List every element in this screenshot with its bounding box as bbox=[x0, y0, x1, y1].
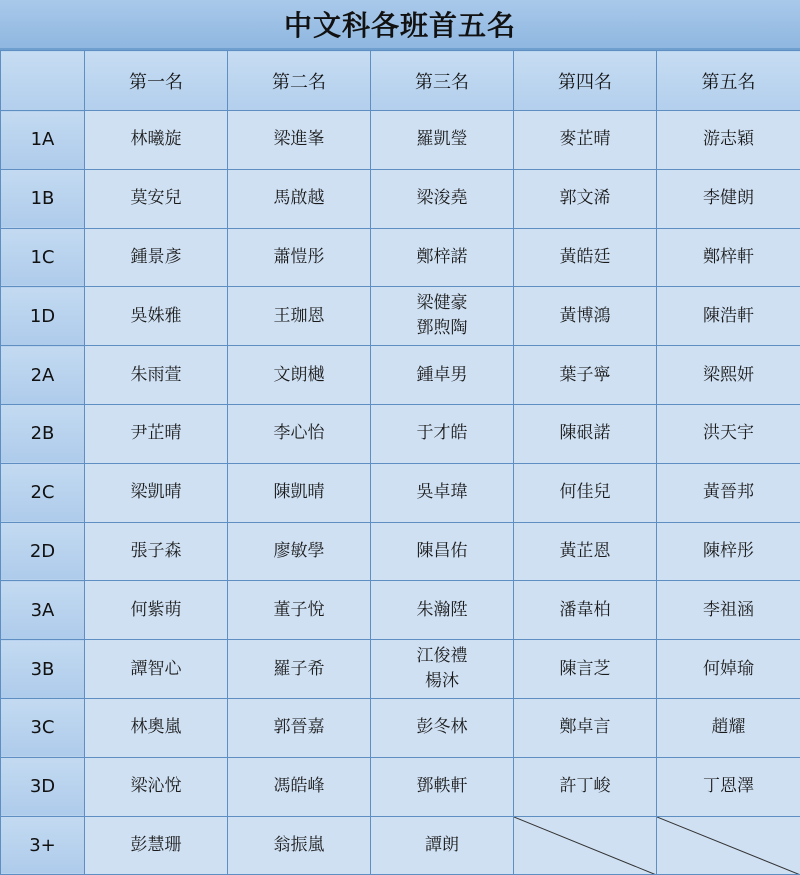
table-row bbox=[1, 111, 800, 170]
table-row bbox=[1, 463, 800, 522]
student-name-cell bbox=[371, 169, 514, 228]
student-name: 麥芷晴 bbox=[514, 127, 656, 152]
student-name-cell bbox=[85, 640, 228, 699]
student-name-cell bbox=[228, 287, 371, 346]
student-name-cell bbox=[228, 581, 371, 640]
student-name: 黃博鴻 bbox=[514, 304, 656, 329]
diagonal-line bbox=[514, 817, 656, 875]
table-row bbox=[1, 640, 800, 699]
student-name-cell bbox=[228, 463, 371, 522]
student-name: 鄭卓言 bbox=[514, 715, 656, 740]
student-name: 何紫萌 bbox=[85, 598, 227, 623]
table-row bbox=[1, 346, 800, 405]
header-rank-2: 第二名 bbox=[228, 51, 371, 111]
student-name: 潘韋柏 bbox=[514, 598, 656, 623]
class-label-cell: 1A bbox=[1, 111, 85, 170]
student-name: 蕭愷彤 bbox=[228, 245, 370, 270]
student-name-cell bbox=[514, 404, 657, 463]
student-name: 馬啟越 bbox=[228, 186, 370, 211]
student-name: 鄧軼軒 bbox=[371, 774, 513, 799]
student-name: 黃芷恩 bbox=[514, 539, 656, 564]
student-name: 陳浩軒 bbox=[657, 304, 800, 329]
student-name: 朱瀚陞 bbox=[371, 598, 513, 623]
student-name-cell bbox=[371, 404, 514, 463]
student-name-cell bbox=[228, 404, 371, 463]
student-name: 梁沁悅 bbox=[85, 774, 227, 799]
student-name-cell bbox=[657, 581, 800, 640]
student-name-cell bbox=[85, 346, 228, 405]
student-name-cell bbox=[85, 463, 228, 522]
student-name: 楊沐 bbox=[371, 669, 513, 694]
student-name-cell bbox=[657, 757, 800, 816]
student-name: 王珈恩 bbox=[228, 304, 370, 329]
student-name: 何婥瑜 bbox=[657, 657, 800, 682]
student-name-cell bbox=[228, 757, 371, 816]
class-label-cell: 2B bbox=[1, 404, 85, 463]
table-row bbox=[1, 287, 800, 346]
student-name: 吳卓瑋 bbox=[371, 480, 513, 505]
student-name: 黃皓廷 bbox=[514, 245, 656, 270]
student-name-cell bbox=[657, 346, 800, 405]
student-name: 許丁峻 bbox=[514, 774, 656, 799]
student-name: 羅凱瑩 bbox=[371, 127, 513, 152]
student-name-cell bbox=[371, 287, 514, 346]
student-name: 陳硍諾 bbox=[514, 421, 656, 446]
student-name-cell bbox=[657, 640, 800, 699]
class-label-cell: 1B bbox=[1, 169, 85, 228]
student-name: 何佳兒 bbox=[514, 480, 656, 505]
student-name-cell bbox=[371, 698, 514, 757]
student-name-cell bbox=[228, 698, 371, 757]
student-name-cell bbox=[85, 816, 228, 875]
student-name-cell bbox=[371, 757, 514, 816]
student-name-cell bbox=[85, 111, 228, 170]
table-row bbox=[1, 404, 800, 463]
student-name: 于才皓 bbox=[371, 421, 513, 446]
empty-slash-cell bbox=[657, 816, 800, 875]
student-name-cell bbox=[657, 463, 800, 522]
header-rank-5: 第五名 bbox=[657, 51, 800, 111]
class-label-cell: 1D bbox=[1, 287, 85, 346]
student-name: 丁恩澤 bbox=[657, 774, 800, 799]
student-name-cell bbox=[371, 816, 514, 875]
student-name: 趙耀 bbox=[657, 715, 800, 740]
student-name-cell bbox=[371, 522, 514, 581]
header-rank-4: 第四名 bbox=[514, 51, 657, 111]
ranking-table bbox=[0, 50, 800, 875]
header-row bbox=[1, 51, 800, 111]
table-row bbox=[1, 816, 800, 875]
student-name: 江俊禮 bbox=[371, 644, 513, 669]
student-name: 陳梓彤 bbox=[657, 539, 800, 564]
student-name-cell bbox=[371, 640, 514, 699]
diagonal-line bbox=[657, 817, 800, 875]
student-name-cell bbox=[85, 581, 228, 640]
class-label-cell: 3A bbox=[1, 581, 85, 640]
student-name: 莫安兒 bbox=[85, 186, 227, 211]
student-name: 廖敏學 bbox=[228, 539, 370, 564]
corner-header-cell bbox=[1, 51, 85, 111]
student-name: 陳言芝 bbox=[514, 657, 656, 682]
student-name-cell bbox=[85, 757, 228, 816]
student-name-cell bbox=[85, 228, 228, 287]
student-name-cell bbox=[514, 757, 657, 816]
student-name-cell bbox=[657, 522, 800, 581]
student-name: 譚智心 bbox=[85, 657, 227, 682]
table-row bbox=[1, 228, 800, 287]
student-name: 彭慧珊 bbox=[85, 833, 227, 858]
student-name-cell bbox=[85, 698, 228, 757]
student-name: 張子森 bbox=[85, 539, 227, 564]
class-label-cell: 1C bbox=[1, 228, 85, 287]
student-name-cell bbox=[371, 581, 514, 640]
student-name: 郭文浠 bbox=[514, 186, 656, 211]
student-name-cell bbox=[657, 169, 800, 228]
student-name-cell bbox=[514, 228, 657, 287]
student-name: 鍾卓男 bbox=[371, 363, 513, 388]
student-name-cell bbox=[371, 228, 514, 287]
student-name: 梁浚堯 bbox=[371, 186, 513, 211]
student-name: 游志穎 bbox=[657, 127, 800, 152]
student-name-cell bbox=[228, 228, 371, 287]
student-name-cell bbox=[514, 287, 657, 346]
student-name-cell bbox=[85, 287, 228, 346]
student-name-cell bbox=[85, 169, 228, 228]
student-name: 鍾景彥 bbox=[85, 245, 227, 270]
table-row bbox=[1, 581, 800, 640]
student-name: 鄭梓諾 bbox=[371, 245, 513, 270]
table-row bbox=[1, 698, 800, 757]
student-name: 梁健豪 bbox=[371, 291, 513, 316]
class-label-cell: 2A bbox=[1, 346, 85, 405]
student-name: 李健朗 bbox=[657, 186, 800, 211]
student-name-cell bbox=[514, 640, 657, 699]
class-label-cell: 3C bbox=[1, 698, 85, 757]
student-name: 彭冬林 bbox=[371, 715, 513, 740]
student-name-cell bbox=[514, 463, 657, 522]
diagonal-slash bbox=[657, 817, 800, 875]
student-name: 葉子寧 bbox=[514, 363, 656, 388]
student-name-cell bbox=[228, 640, 371, 699]
student-name-cell bbox=[371, 346, 514, 405]
student-name: 黃晉邦 bbox=[657, 480, 800, 505]
header-rank-3: 第三名 bbox=[371, 51, 514, 111]
student-name-cell bbox=[657, 287, 800, 346]
table-row bbox=[1, 169, 800, 228]
student-name: 朱雨萱 bbox=[85, 363, 227, 388]
class-label-cell: 2C bbox=[1, 463, 85, 522]
student-name-cell bbox=[657, 228, 800, 287]
table-row bbox=[1, 757, 800, 816]
student-name-cell bbox=[85, 522, 228, 581]
student-name-cell bbox=[514, 522, 657, 581]
student-name: 鄭梓軒 bbox=[657, 245, 800, 270]
diagonal-slash bbox=[514, 817, 656, 875]
student-name-cell bbox=[657, 111, 800, 170]
student-name-cell bbox=[228, 816, 371, 875]
student-name: 翁振嵐 bbox=[228, 833, 370, 858]
class-label-cell: 2D bbox=[1, 522, 85, 581]
student-name: 郭晉嘉 bbox=[228, 715, 370, 740]
student-name: 董子悅 bbox=[228, 598, 370, 623]
class-label-cell: 3+ bbox=[1, 816, 85, 875]
student-name: 陳昌佑 bbox=[371, 539, 513, 564]
class-label-cell: 3B bbox=[1, 640, 85, 699]
student-name: 文朗樾 bbox=[228, 363, 370, 388]
student-name-cell bbox=[657, 404, 800, 463]
student-name: 梁凱晴 bbox=[85, 480, 227, 505]
student-name: 譚朗 bbox=[371, 833, 513, 858]
student-name-cell bbox=[514, 346, 657, 405]
student-name: 洪天宇 bbox=[657, 421, 800, 446]
page-title: 中文科各班首五名 bbox=[284, 4, 516, 44]
student-name-cell bbox=[228, 346, 371, 405]
student-name-cell bbox=[514, 581, 657, 640]
student-name: 陳凱晴 bbox=[228, 480, 370, 505]
table-row bbox=[1, 522, 800, 581]
header-rank-1: 第一名 bbox=[85, 51, 228, 111]
student-name: 梁進峯 bbox=[228, 127, 370, 152]
student-name-cell bbox=[228, 169, 371, 228]
student-name-cell bbox=[371, 463, 514, 522]
student-name-cell bbox=[228, 111, 371, 170]
student-name-cell bbox=[657, 698, 800, 757]
student-name: 鄧煦陶 bbox=[371, 316, 513, 341]
student-name: 梁熙妍 bbox=[657, 363, 800, 388]
student-name: 吳姝雅 bbox=[85, 304, 227, 329]
student-name-cell bbox=[514, 698, 657, 757]
student-name: 李祖涵 bbox=[657, 598, 800, 623]
student-name-cell bbox=[228, 522, 371, 581]
class-label-cell: 3D bbox=[1, 757, 85, 816]
student-name-cell bbox=[514, 111, 657, 170]
student-name: 尹芷晴 bbox=[85, 421, 227, 446]
student-name-cell bbox=[514, 169, 657, 228]
student-name: 林曦旋 bbox=[85, 127, 227, 152]
student-name: 馮皓峰 bbox=[228, 774, 370, 799]
student-name-cell bbox=[371, 111, 514, 170]
student-name: 林奧嵐 bbox=[85, 715, 227, 740]
student-name: 李心怡 bbox=[228, 421, 370, 446]
empty-slash-cell bbox=[514, 816, 657, 875]
table-body bbox=[1, 111, 800, 875]
student-name: 羅子希 bbox=[228, 657, 370, 682]
title-bar bbox=[0, 0, 800, 50]
student-name-cell bbox=[85, 404, 228, 463]
